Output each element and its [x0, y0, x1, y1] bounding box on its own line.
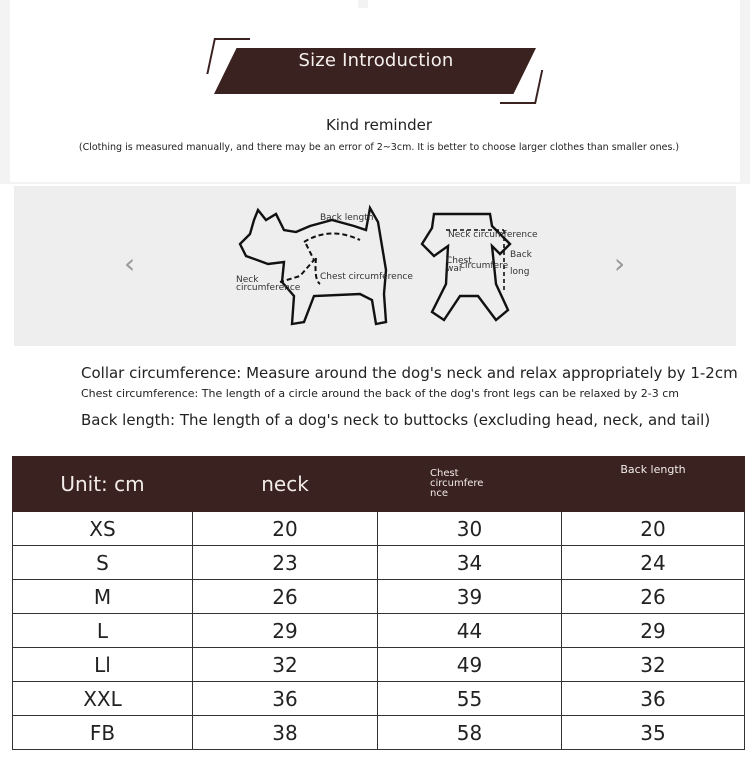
banner-corner-line — [214, 38, 250, 40]
cell-back: 32 — [562, 648, 745, 682]
header-neck: neck — [193, 457, 378, 512]
label-coat-chest-1: Chest — [446, 256, 472, 266]
cell-chest: 44 — [378, 614, 562, 648]
table-row — [13, 546, 745, 580]
header-back: Back length — [562, 457, 745, 512]
cell-neck: 23 — [193, 546, 378, 580]
back-length-path — [304, 233, 360, 242]
label-neck-circumference: Neck circumference — [236, 275, 301, 293]
header-chest-2: circumfere — [430, 478, 484, 489]
title-banner — [206, 38, 546, 106]
header-unit: Unit: cm — [13, 457, 193, 512]
cell-neck: 32 — [193, 648, 378, 682]
label-coat-long: long — [510, 267, 530, 277]
table-row — [13, 716, 745, 750]
cell-size: XS — [13, 512, 193, 546]
prev-arrow-icon[interactable]: ‹ — [124, 247, 136, 280]
cell-back: 36 — [562, 682, 745, 716]
label-coat-back: Back — [510, 250, 532, 260]
banner-corner-line — [500, 102, 536, 104]
cell-back: 24 — [562, 546, 745, 580]
cell-size: L — [13, 614, 193, 648]
dog-outline-icon — [240, 208, 386, 324]
collar-description: Collar circumference: Measure around the dog's neck and relax appropriately by 1-2cm — [81, 364, 738, 382]
cell-size: M — [13, 580, 193, 614]
table-row — [13, 580, 745, 614]
cell-neck: 38 — [193, 716, 378, 750]
chest-description: Chest circumference: The length of a circle around the back of the dog's front legs can be relaxed by 2-3 cm — [81, 387, 679, 400]
cell-size: S — [13, 546, 193, 580]
cell-size: FB — [13, 716, 193, 750]
header-chest — [378, 457, 562, 512]
cell-chest: 58 — [378, 716, 562, 750]
cell-size: XXL — [13, 682, 193, 716]
label-back-length: Back length — [320, 213, 374, 223]
table-row — [13, 512, 745, 546]
table-row — [13, 648, 745, 682]
cell-neck: 20 — [193, 512, 378, 546]
cell-chest: 49 — [378, 648, 562, 682]
cell-back: 20 — [562, 512, 745, 546]
card-edge-right — [368, 0, 740, 8]
next-arrow-icon[interactable]: › — [614, 247, 626, 280]
card-edge-left — [10, 0, 358, 8]
cell-chest: 55 — [378, 682, 562, 716]
cell-size: Ll — [13, 648, 193, 682]
kind-reminder-title: Kind reminder — [325, 116, 433, 134]
cell-neck: 26 — [193, 580, 378, 614]
back-description: Back length: The length of a dog's neck to buttocks (excluding head, neck, and tail) — [81, 411, 711, 429]
cell-neck: 36 — [193, 682, 378, 716]
diagram-drawing — [14, 186, 736, 346]
label-coat-neck: Neck circumference — [448, 230, 538, 240]
cell-chest: 39 — [378, 580, 562, 614]
header-chest-1: Chest — [430, 468, 459, 479]
kind-reminder-note: (Clothing is measured manually, and there may be an error of 2~3cm. It is better to choose larger clothes than smaller ones.) — [78, 142, 680, 153]
header-chest-3: nce — [430, 488, 448, 499]
measurement-diagram — [14, 186, 736, 346]
size-table — [12, 456, 745, 750]
cell-back: 35 — [562, 716, 745, 750]
cell-back: 29 — [562, 614, 745, 648]
label-coat-wai-text: wai — [446, 264, 462, 274]
cell-chest: 30 — [378, 512, 562, 546]
banner-corner-line — [534, 70, 543, 104]
label-coat-circ: circumfere — [460, 261, 509, 271]
cell-back: 26 — [562, 580, 745, 614]
table-header-row — [13, 457, 745, 512]
cell-neck: 29 — [193, 614, 378, 648]
table-row — [13, 614, 745, 648]
label-chest-circumference: Chest circumference — [320, 272, 413, 282]
table-row — [13, 682, 745, 716]
cell-chest: 34 — [378, 546, 562, 580]
page-title: Size Introduction — [298, 50, 454, 71]
